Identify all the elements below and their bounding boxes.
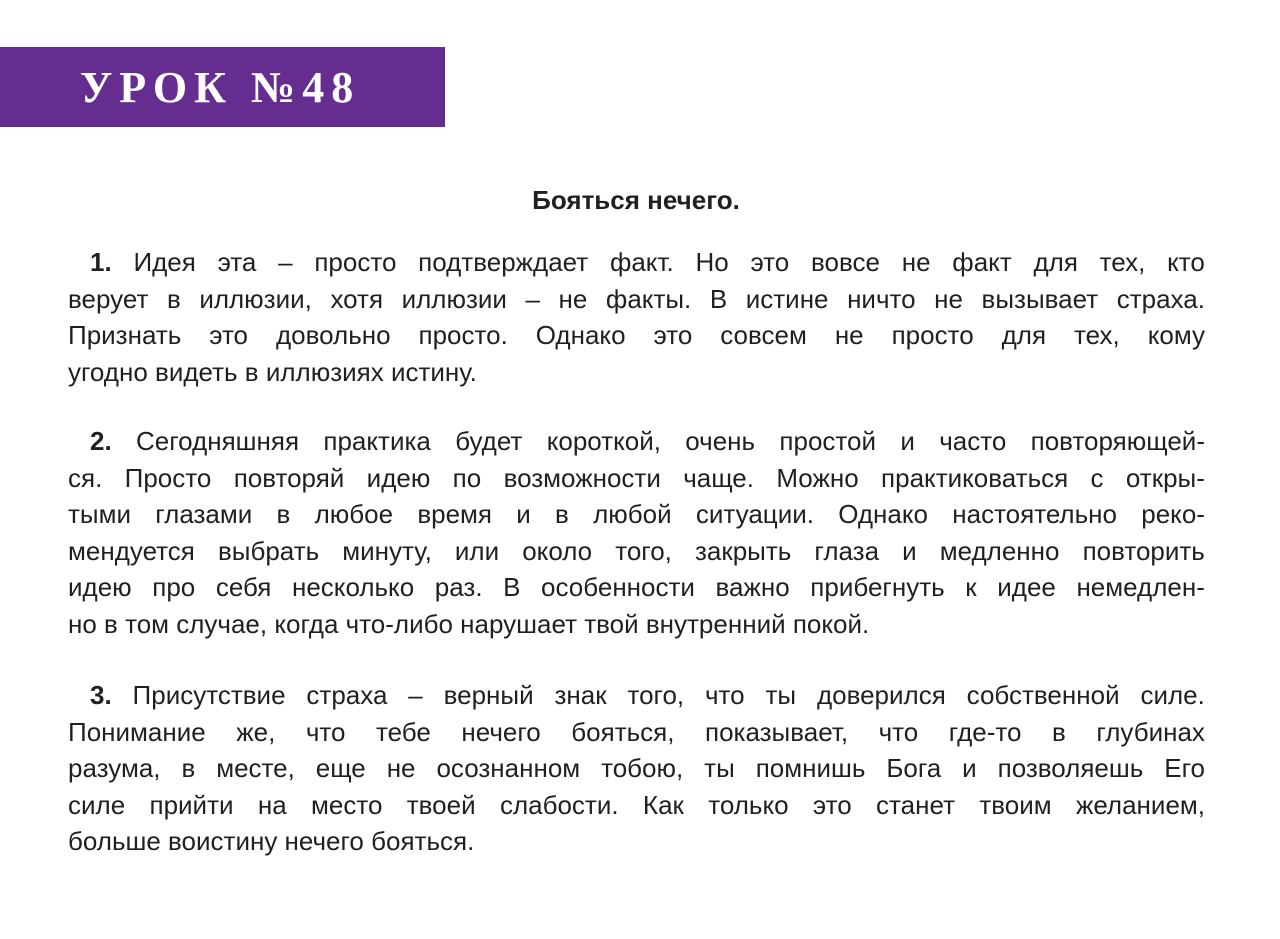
paragraph-line <box>68 460 1205 497</box>
word: идее <box>997 572 1056 602</box>
lesson-number: УРОК №48 <box>80 62 361 112</box>
word: Идея <box>133 247 196 277</box>
word: повторяющей- <box>1030 426 1205 456</box>
word: около <box>522 535 593 566</box>
word: совсем <box>720 320 807 350</box>
word: откры- <box>1125 462 1205 493</box>
word: Однако <box>838 499 928 529</box>
word: мендуется <box>68 535 195 566</box>
word: себя <box>215 572 272 602</box>
word: это <box>750 247 790 277</box>
word: про <box>152 572 196 602</box>
word: довольно <box>275 320 391 350</box>
word: это <box>209 320 249 350</box>
lesson-title: Бояться нечего. <box>532 185 740 215</box>
word: реко- <box>1141 499 1205 529</box>
word: просто <box>891 320 974 350</box>
word: вовсе <box>811 247 880 277</box>
word: – <box>278 247 293 277</box>
word: закрыть <box>694 535 792 566</box>
word: показывает, <box>704 716 849 747</box>
word: в <box>555 499 569 529</box>
word: тебе <box>376 716 431 747</box>
word: Сегодняшняя <box>136 426 300 456</box>
line-text: но в том случае, когда что-либо нарушает твой внутренний покой. <box>68 608 870 639</box>
paragraph-line <box>68 787 1205 824</box>
word: в <box>166 283 181 314</box>
word: повторить <box>1082 535 1205 566</box>
word: где-то <box>948 716 1022 747</box>
paragraph-number: 2. <box>90 426 112 456</box>
word: слабости. <box>499 789 619 820</box>
word: просто. <box>418 320 508 350</box>
word: Как <box>642 789 684 820</box>
paragraph-line <box>68 677 1205 714</box>
paragraph-line <box>68 569 1205 606</box>
paragraph-line <box>68 823 1205 860</box>
word: факт <box>952 247 1012 277</box>
word: кому <box>1147 320 1205 350</box>
word: особенности <box>541 572 695 602</box>
word: желанием, <box>1075 789 1205 820</box>
word: повторяй <box>233 462 345 493</box>
word: для <box>1033 247 1078 277</box>
word: твоей <box>406 789 476 820</box>
word: В <box>709 283 728 314</box>
word: ся. <box>68 462 103 493</box>
paragraph-number: 3. <box>90 680 112 710</box>
word: и <box>900 426 915 456</box>
word: не <box>834 320 864 350</box>
paragraph-3 <box>68 677 1205 860</box>
word: и <box>902 535 917 566</box>
word: нечего <box>461 716 541 747</box>
word: настоятельно <box>952 499 1117 529</box>
word: Однако <box>535 320 626 350</box>
word: силе. <box>1140 680 1205 710</box>
word: не <box>558 283 588 314</box>
word: в <box>181 753 196 783</box>
word: тыми <box>68 499 131 529</box>
word: прийти <box>149 789 234 820</box>
word: силе <box>68 789 126 820</box>
line-text: угодно видеть в иллюзиях истину. <box>68 356 477 387</box>
word: станет <box>876 789 955 820</box>
word: знак <box>554 680 607 710</box>
word: на <box>257 789 287 820</box>
word: Понимание <box>68 716 206 747</box>
word: верный <box>443 680 534 710</box>
word: практика <box>323 426 431 456</box>
word: вызывает <box>981 283 1099 314</box>
word: Его <box>1164 753 1205 783</box>
word: верует <box>68 283 149 314</box>
line-text: больше воистину нечего бояться. <box>68 826 475 856</box>
word: это <box>812 789 852 820</box>
word: к <box>965 572 977 602</box>
word: же, <box>236 716 276 747</box>
word: немедлен- <box>1076 572 1205 602</box>
word: иллюзии, <box>199 283 312 314</box>
paragraph-line <box>68 606 1205 643</box>
word: глубинах <box>1096 716 1205 747</box>
word: не <box>386 753 416 783</box>
word: месте, <box>216 753 295 783</box>
word: еще <box>315 753 366 783</box>
word: с <box>1090 462 1104 493</box>
word: Присутствие <box>132 680 286 710</box>
word: тобою, <box>601 753 684 783</box>
word: в <box>1051 716 1066 747</box>
word: очень <box>685 426 756 456</box>
word: любое <box>314 499 394 529</box>
word: бояться, <box>571 716 675 747</box>
word: выбрать <box>217 535 320 566</box>
paragraph-line <box>68 423 1205 460</box>
word: для <box>1001 320 1047 350</box>
word: короткой, <box>546 426 661 456</box>
word: идею <box>366 462 431 493</box>
word: в <box>276 499 291 529</box>
paragraph-line <box>68 281 1205 318</box>
word: и <box>516 499 531 529</box>
paragraph-line <box>68 533 1205 570</box>
word: подтверждает <box>418 247 589 277</box>
word: ты <box>704 753 735 783</box>
word: идею <box>68 572 132 602</box>
paragraph-line <box>68 354 1205 391</box>
word: просто <box>314 247 397 277</box>
word: глазами <box>155 499 253 529</box>
word: по <box>452 462 482 493</box>
paragraph-2 <box>68 423 1205 642</box>
word: Просто <box>124 462 212 493</box>
paragraph-line <box>68 244 1205 281</box>
word: страха. <box>1116 283 1205 314</box>
word: не <box>901 247 931 277</box>
word: что <box>305 716 346 747</box>
word: место <box>311 789 383 820</box>
paragraph-line <box>68 714 1205 751</box>
word: минуту, <box>342 535 432 566</box>
word: твоим <box>979 789 1052 820</box>
word: тех, <box>1074 320 1120 350</box>
word: несколько <box>291 572 415 602</box>
word: возможности <box>503 462 661 493</box>
word: медленно <box>939 535 1060 566</box>
word: что <box>704 680 745 710</box>
word: это <box>653 320 693 350</box>
word: иллюзии <box>401 283 507 314</box>
word: ты <box>765 680 797 710</box>
word: важно <box>715 572 790 602</box>
word: Бога <box>886 753 942 783</box>
word: раз. <box>434 572 483 602</box>
word: часто <box>939 426 1007 456</box>
word: доверился <box>816 680 946 710</box>
word: Можно <box>776 462 859 493</box>
word: прибегнуть <box>810 572 945 602</box>
word: чаще. <box>683 462 754 493</box>
word: ничто <box>847 283 916 314</box>
word: глаза <box>814 535 880 566</box>
paragraph-line <box>68 317 1205 354</box>
lesson-banner <box>0 47 445 127</box>
word: помнишь <box>755 753 866 783</box>
word: Но <box>695 247 729 277</box>
word: страха <box>306 680 388 710</box>
word: В <box>503 572 521 602</box>
word: факт. <box>609 247 674 277</box>
word: разума, <box>68 753 161 783</box>
word: кто <box>1167 247 1205 277</box>
word: простой <box>779 426 877 456</box>
word: – <box>408 680 423 710</box>
paragraph-line <box>68 496 1205 533</box>
word: позволяешь <box>997 753 1144 783</box>
word: любой <box>593 499 672 529</box>
word: и <box>962 753 977 783</box>
word: истине <box>745 283 829 314</box>
word: хотя <box>330 283 384 314</box>
word: или <box>454 535 500 566</box>
word: того, <box>627 680 685 710</box>
word: Признать <box>68 320 182 350</box>
word: практиковаться <box>881 462 1069 493</box>
word: время <box>417 499 493 529</box>
word: тех, <box>1099 247 1146 277</box>
word: – <box>525 283 540 314</box>
word: того, <box>615 535 672 566</box>
word: ситуации. <box>695 499 814 529</box>
paragraph-1 <box>68 244 1205 390</box>
word: эта <box>217 247 257 277</box>
word: не <box>934 283 963 314</box>
word: факты. <box>605 283 692 314</box>
word: осознанном <box>436 753 581 783</box>
paragraph-line <box>68 750 1205 787</box>
word: что <box>878 716 919 747</box>
word: будет <box>455 426 523 456</box>
word: только <box>708 789 789 820</box>
word: собственной <box>966 680 1120 710</box>
paragraph-number: 1. <box>90 247 112 277</box>
